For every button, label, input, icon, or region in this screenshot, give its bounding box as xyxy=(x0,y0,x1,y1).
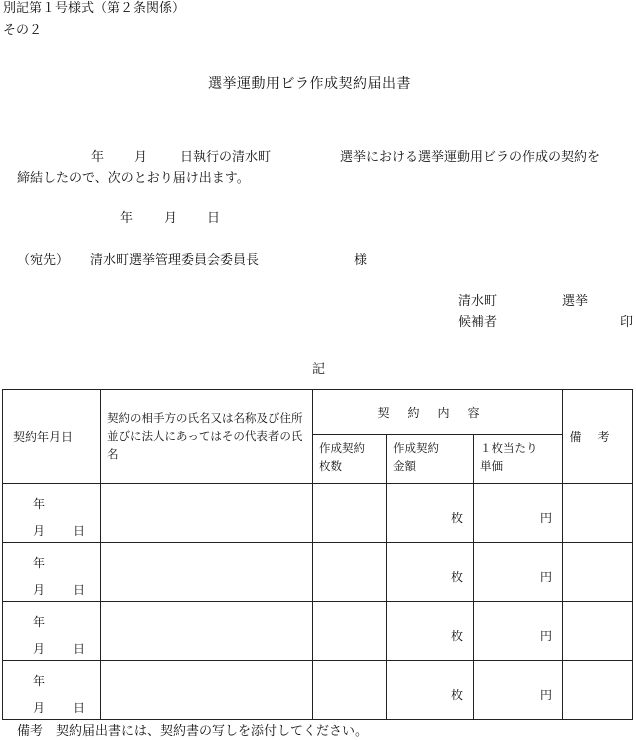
yen-unit: 円 xyxy=(540,570,553,584)
cell-party[interactable] xyxy=(101,543,313,602)
row-year: 年 xyxy=(33,615,46,629)
cell-note[interactable] xyxy=(563,661,633,720)
form-id: 別記第１号様式（第２条関係） xyxy=(3,1,186,16)
cell-party[interactable] xyxy=(101,661,313,720)
cell-unit-price[interactable] xyxy=(474,484,563,543)
col-header-amount xyxy=(387,435,474,484)
form-part: その２ xyxy=(3,23,43,38)
candidate-label: 候補者 xyxy=(458,315,498,330)
unit-price-label-1: １枚当たり xyxy=(480,441,538,455)
row-day: 日 xyxy=(73,642,86,656)
yen-unit: 円 xyxy=(540,629,553,643)
unit-price-label-2: 単価 xyxy=(480,458,503,473)
body-election: 選挙における選挙運動用ビラの作成の契約を xyxy=(340,150,601,165)
sheet-unit: 枚 xyxy=(450,629,463,643)
col-header-party: 契約の相手方の氏名又は名称及び住所並びに法人にあってはその代表者の氏名 xyxy=(101,390,313,484)
cell-sheets[interactable] xyxy=(313,602,387,661)
row-month: 月 xyxy=(33,701,46,715)
table-row xyxy=(3,484,633,543)
sheets-label-2: 枚数 xyxy=(319,458,342,473)
ki-heading: 記 xyxy=(312,362,326,377)
cell-date[interactable] xyxy=(3,602,101,661)
row-day: 日 xyxy=(73,701,86,715)
amount-label-2: 金額 xyxy=(393,458,416,473)
candidate-election: 選挙 xyxy=(562,294,589,309)
addressee-prefix: （宛先） xyxy=(17,253,70,268)
addressee-name: 清水町選挙管理委員会委員長 xyxy=(90,253,260,268)
cell-party[interactable] xyxy=(101,602,313,661)
amount-label-1: 作成契約 xyxy=(393,441,439,455)
row-year: 年 xyxy=(33,556,46,570)
table-row xyxy=(3,602,633,661)
cell-sheets[interactable] xyxy=(313,661,387,720)
cell-sheets[interactable] xyxy=(313,484,387,543)
sheets-label-1: 作成契約 xyxy=(319,441,365,455)
row-year: 年 xyxy=(33,674,46,688)
row-month: 月 xyxy=(33,642,46,656)
cell-note[interactable] xyxy=(563,543,633,602)
cell-amount[interactable] xyxy=(387,543,474,602)
cell-amount[interactable] xyxy=(387,484,474,543)
row-day: 日 xyxy=(73,583,86,597)
addressee-honorific: 様 xyxy=(354,253,368,268)
cell-unit-price[interactable] xyxy=(474,602,563,661)
body-year: 年 xyxy=(91,150,105,165)
cell-date[interactable] xyxy=(3,484,101,543)
date-day: 日 xyxy=(207,211,221,226)
cell-amount[interactable] xyxy=(387,661,474,720)
cell-sheets[interactable] xyxy=(313,543,387,602)
page-title: 選挙運動用ビラ作成契約届出書 xyxy=(208,76,411,92)
col-header-note: 備考 xyxy=(563,390,633,484)
cell-unit-price[interactable] xyxy=(474,661,563,720)
cell-note[interactable] xyxy=(563,484,633,543)
seal-mark: 印 xyxy=(620,315,634,330)
cell-date[interactable] xyxy=(3,661,101,720)
col-header-unit-price xyxy=(474,435,563,484)
date-year: 年 xyxy=(120,211,134,226)
cell-date[interactable] xyxy=(3,543,101,602)
cell-party[interactable] xyxy=(101,484,313,543)
yen-unit: 円 xyxy=(540,688,553,702)
footnote: 備考 契約届出書には、契約書の写しを添付してください。 xyxy=(17,724,369,739)
sheet-unit: 枚 xyxy=(450,511,463,525)
yen-unit: 円 xyxy=(540,511,553,525)
col-header-contract: 契約内容 xyxy=(313,390,563,435)
row-month: 月 xyxy=(33,524,46,538)
body-month: 月 xyxy=(134,150,148,165)
body-day-town: 日執行の清水町 xyxy=(180,150,272,165)
row-day: 日 xyxy=(73,524,86,538)
body-line2: 締結したので、次のとおり届け出ます。 xyxy=(17,171,250,186)
row-year: 年 xyxy=(33,497,46,511)
contract-table xyxy=(2,389,633,720)
sheet-unit: 枚 xyxy=(450,688,463,702)
cell-note[interactable] xyxy=(563,602,633,661)
candidate-town: 清水町 xyxy=(458,294,498,309)
sheet-unit: 枚 xyxy=(450,570,463,584)
col-header-date: 契約年月日 xyxy=(3,390,101,484)
date-month: 月 xyxy=(164,211,178,226)
table-row xyxy=(3,661,633,720)
cell-amount[interactable] xyxy=(387,602,474,661)
row-month: 月 xyxy=(33,583,46,597)
cell-unit-price[interactable] xyxy=(474,543,563,602)
col-header-sheets xyxy=(313,435,387,484)
table-row xyxy=(3,543,633,602)
